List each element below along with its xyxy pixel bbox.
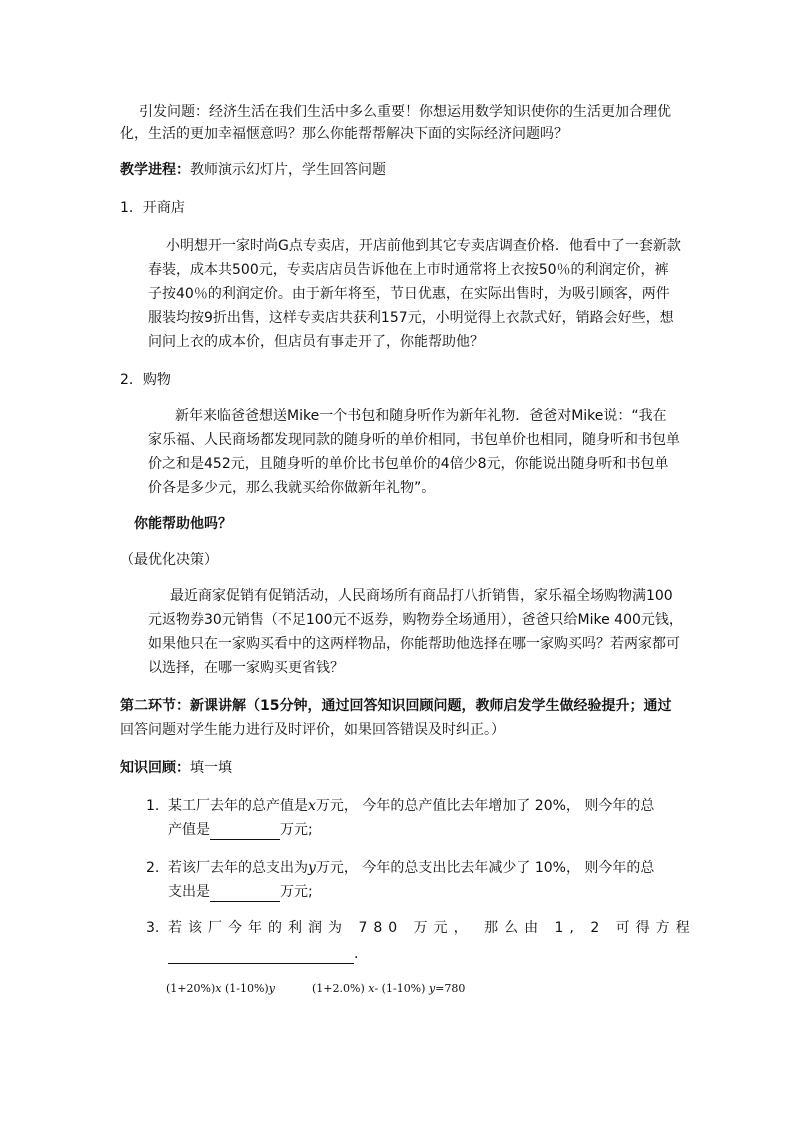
item1-part2: 万元， 今年的总产值比去年增加了 20%， 则今年的总: [315, 798, 655, 814]
item2-line-2: [168, 882, 313, 902]
formula-2-a: (1+2.0%): [312, 982, 365, 995]
review-label: 知识回顾：: [120, 760, 190, 776]
help-question: 你能帮助他吗？: [134, 516, 232, 532]
item1-part4: 万元;: [280, 822, 313, 838]
item1-line-1: [168, 796, 654, 816]
item2-part1: 若该厂去年的总支出为: [168, 860, 308, 876]
item2-blank[interactable]: [210, 887, 280, 902]
shop-line-4: 服装均按9折出售，这样专卖店共获利157元，小明觉得上衣款式好，销路会好些，想: [148, 310, 674, 326]
item3-end: .: [354, 946, 359, 962]
item2-part4: 万元;: [280, 884, 313, 900]
shop-line-5: 问问上衣的成本价，但店员有事走开了，你能帮助他？: [148, 334, 484, 350]
item2-var: y: [308, 860, 316, 876]
shopping-heading: 2．购物: [120, 372, 171, 388]
section2-line-2: 回答问题对学生能力进行及时评价，如果回答错误及时纠正。）: [120, 722, 505, 738]
formula-1-y: y: [268, 982, 275, 995]
process-line: [120, 160, 386, 180]
optimize-line-1: 最近商家促销有促销活动，人民商场所有商品打八折销售，家乐福全场购物满100: [170, 588, 673, 604]
shopping-line-1: 新年来临爸爸想送Mike一个书包和随身听作为新年礼物．爸爸对Mike说：“我在: [175, 408, 667, 424]
item1-line-2: [168, 820, 313, 840]
shopping-line-3: 价之和是452元，且随身听的单价比书包单价的4倍少8元，你能说出随身听和书包单: [148, 456, 669, 472]
shop-line-2: 春装，成本共500元，专卖店店员告诉他在上市时通常将上衣按50％的利润定价，裤: [148, 262, 669, 278]
formula-2-x: x: [368, 982, 375, 995]
section2-line-1: 第二环节：新课讲解（15分钟，通过回答知识回顾问题，教师启发学生做经验提升；通过: [120, 698, 672, 714]
formula-2-c: =780: [435, 982, 466, 995]
process-text: 教师演示幻灯片，学生回答问题: [190, 162, 386, 178]
shop-line-3: 子按40％的利润定价。由于新年将至，节日优惠，在实际出售时，为吸引顾客，两件: [148, 286, 670, 302]
item3-blank[interactable]: [168, 949, 354, 964]
item3-line-1: 若该厂今年的利润为 780 万元， 那么由 1, 2 可得方程: [168, 920, 696, 936]
shop-heading: 1．开商店: [120, 200, 185, 216]
formula-2: [312, 982, 465, 995]
formula-2-b: - (1-10%): [374, 982, 426, 995]
process-label: 教学进程：: [120, 162, 190, 178]
shop-line-1: 小明想开一家时尚G点专卖店，开店前他到其它专卖店调查价格．他看中了一套新款: [166, 238, 681, 254]
item2-number: 2.: [146, 860, 160, 876]
intro-line-1: 引发问题：经济生活在我们生活中多么重要！你想运用数学知识使你的生活更加合理优: [139, 104, 671, 120]
formula-1-x: x: [215, 982, 222, 995]
review-text: 填一填: [190, 760, 232, 776]
optimize-line-3: 如果他只在一家购买看中的这两样物品，你能帮助他选择在哪一家购买吗？若两家都可: [148, 636, 680, 652]
item3-line-2: [168, 944, 358, 964]
optimize-line-2: 元返物券30元销售（不足100元不返券，购物券全场通用），爸爸只给Mike 400元钱，: [148, 612, 683, 628]
item1-part3: 产值是: [168, 822, 210, 838]
item2-line-1: [168, 858, 654, 878]
item1-number: 1.: [146, 798, 160, 814]
review-line: [120, 758, 232, 778]
shopping-line-4: 价各是多少元，那么我就买给你做新年礼物”。: [148, 480, 436, 496]
shopping-line-2: 家乐福、人民商场都发现同款的随身听的单价相同，书包单价也相同，随身听和书包单: [148, 432, 680, 448]
item2-part2: 万元， 今年的总支出比去年减少了 10%， 则今年的总: [315, 860, 655, 876]
optimize-heading: （最优化决策）: [120, 552, 218, 568]
item1-blank[interactable]: [210, 825, 280, 840]
intro-line-2: 化，生活的更加幸福惬意吗？那么你能帮帮解决下面的实际经济问题吗？: [120, 126, 568, 142]
optimize-line-4: 以选择，在哪一家购买更省钱？: [148, 660, 344, 676]
item3-number: 3.: [146, 920, 160, 936]
formula-1-b: (1-10%): [224, 982, 269, 995]
formula-2-y: y: [428, 982, 436, 995]
item2-part3: 支出是: [168, 884, 210, 900]
item1-var: x: [308, 798, 316, 814]
formula-1-a: (1+20%): [166, 982, 216, 995]
formula-1: [166, 982, 275, 995]
item1-part1: 某工厂去年的总产值是: [168, 798, 308, 814]
